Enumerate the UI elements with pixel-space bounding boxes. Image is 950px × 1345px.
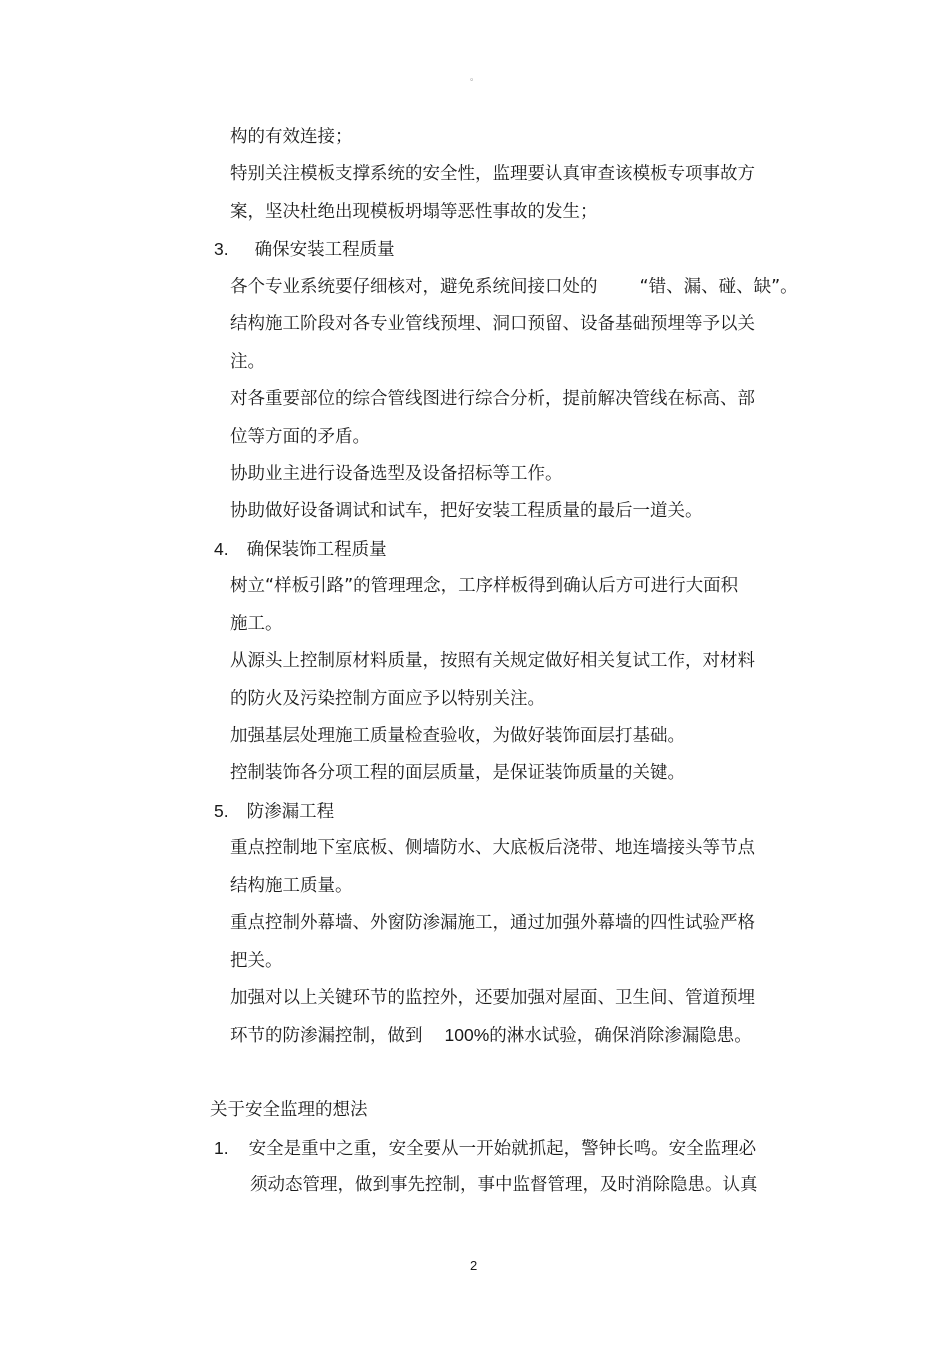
section-title: 确保装饰工程质量: [246, 540, 387, 560]
page-number: 2: [470, 1258, 478, 1273]
line-text: “错、漏、碰、缺”。: [639, 277, 798, 297]
paragraph-line: 结构施工阶段对各专业管线预埋、洞口预留、设备基础预埋等予以关: [230, 314, 755, 334]
paragraph-line: 加强对以上关键环节的监控外，还要加强对屋面、卫生间、管道预埋: [230, 988, 755, 1008]
section-title: 防渗漏工程: [246, 802, 335, 822]
section-number: 5.: [214, 801, 229, 821]
paragraph-line: 重点控制外幕墙、外窗防渗漏施工，通过加强外幕墙的四性试验严格: [230, 913, 755, 933]
list-text: 安全是重中之重，安全要从一开始就抓起，警钟长鸣。安全监理必: [248, 1139, 757, 1159]
section-number: 3.: [214, 239, 229, 259]
paragraph-line: [230, 276, 798, 298]
paragraph-line: 结构施工质量。: [230, 876, 353, 896]
line-text: 各个专业系统要仔细核对，避免系统间接口处的: [230, 277, 598, 297]
paragraph-line: 施工。: [230, 614, 283, 634]
paragraph-line: 控制装饰各分项工程的面层质量，是保证装饰质量的关键。: [230, 763, 685, 783]
paragraph-line: 加强基层处理施工质量检查验收，为做好装饰面层打基础。: [230, 726, 685, 746]
section-heading-5: [214, 800, 334, 823]
header-mark: 。: [470, 73, 480, 83]
paragraph-line: 特别关注模板支撑系统的安全性，监理要认真审查该模板专项事故方: [230, 164, 755, 184]
paragraph-line: 的防火及污染控制方面应予以特别关注。: [230, 689, 545, 709]
paragraph-line: 案，坚决杜绝出现模板坍塌等恶性事故的发生；: [230, 202, 598, 222]
section-heading-safety: 关于安全监理的想法: [210, 1100, 368, 1120]
paragraph-line: [230, 1024, 752, 1047]
section-heading-3: [214, 238, 395, 261]
line-text: 环节的防渗漏控制，做到: [230, 1026, 423, 1046]
percentage-value: 100%: [444, 1025, 490, 1045]
paragraph-line: 从源头上控制原材料质量，按照有关规定做好相关复试工作，对材料: [230, 651, 755, 671]
paragraph-line: 把关。: [230, 951, 283, 971]
paragraph-line: 注。: [230, 352, 265, 372]
section-number: 4.: [214, 539, 229, 559]
paragraph-line: 协助做好设备调试和试车，把好安装工程质量的最后一道关。: [230, 501, 703, 521]
paragraph-line: 树立“样板引路”的管理理念，工序样板得到确认后方可进行大面积: [230, 576, 739, 596]
list-item-1: [214, 1137, 756, 1160]
paragraph-line: 重点控制地下室底板、侧墙防水、大底板后浇带、地连墙接头等节点: [230, 838, 755, 858]
paragraph-line: 须动态管理，做到事先控制，事中监督管理，及时消除隐患。认真: [250, 1175, 758, 1195]
list-number: 1.: [214, 1138, 229, 1158]
paragraph-line: 位等方面的矛盾。: [230, 427, 370, 447]
paragraph-line: 构的有效连接；: [230, 127, 353, 147]
section-title: 确保安装工程质量: [254, 240, 395, 260]
paragraph-line: 协助业主进行设备选型及设备招标等工作。: [230, 464, 563, 484]
line-text: 的淋水试验，确保消除渗漏隐患。: [489, 1026, 752, 1046]
paragraph-line: 对各重要部位的综合管线图进行综合分析，提前解决管线在标高、部: [230, 389, 755, 409]
section-heading-4: [214, 538, 387, 561]
